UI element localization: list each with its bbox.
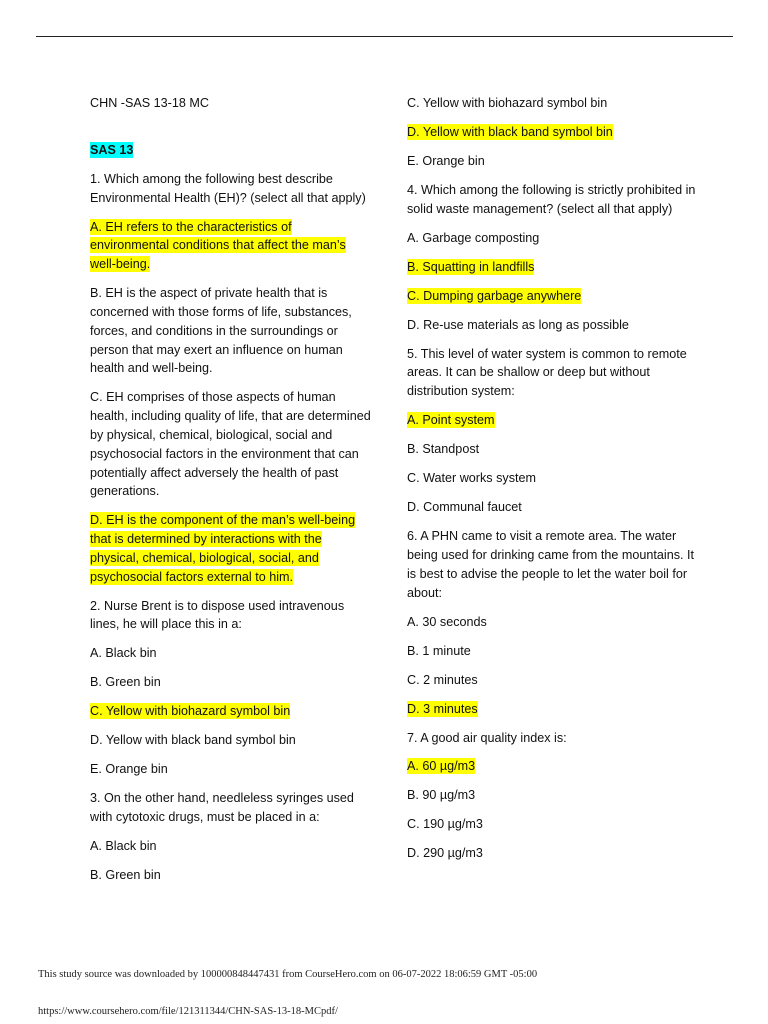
download-note: This study source was downloaded by 100000848447431 from CourseHero.com on 06-07-2022 18:06:59 GMT -05:00 <box>38 969 538 980</box>
option-5c: C. Water works system <box>407 471 536 486</box>
right-column <box>407 94 699 873</box>
answer-4b-highlighted <box>407 258 699 277</box>
option-3b: B. Green bin <box>90 868 161 883</box>
answer-2c-highlighted <box>90 702 372 721</box>
question-2: 2. Nurse Brent is to dispose used intravenous lines, he will place this in a: <box>90 598 345 632</box>
document-title: CHN -SAS 13-18 MC <box>90 96 209 110</box>
answer-1d-highlighted <box>90 511 372 586</box>
option-5b: B. Standpost <box>407 442 480 457</box>
option-2a: A. Black bin <box>90 646 157 661</box>
section-label <box>90 141 372 160</box>
option-4d: D. Re-use materials as long as possible <box>407 317 629 332</box>
question-7: 7. A good air quality index is: <box>407 730 567 745</box>
option-5d: D. Communal faucet <box>407 500 522 515</box>
answer-4c-highlighted <box>407 287 699 306</box>
option-7d: D. 290 µg/m3 <box>407 846 483 861</box>
answer-1a-text: A. EH refers to the characteristics of environmental conditions that affect the man’s well-being. <box>90 219 346 272</box>
option-3a: A. Black bin <box>90 839 157 854</box>
answer-5a-highlighted <box>407 411 699 430</box>
answer-6d-highlighted <box>407 700 699 719</box>
option-3c: C. Yellow with biohazard symbol bin <box>407 96 608 110</box>
option-2d: D. Yellow with black band symbol bin <box>90 733 296 748</box>
option-1c: C. EH comprises of those aspects of human health, including quality of life, that are determined by physical, chemical, biological, social and psychosocial factors in the environment that can potentially affect adversely the health of past generations. <box>90 390 371 499</box>
option-4a: A. Garbage composting <box>407 230 540 245</box>
option-2e: E. Orange bin <box>90 762 168 777</box>
answer-1a-highlighted <box>90 218 372 274</box>
option-6c: C. 2 minutes <box>407 672 478 687</box>
section-label-text: SAS 13 <box>90 142 134 157</box>
answer-4b-text: B. Squatting in landfills <box>407 259 535 274</box>
answer-1d-text: D. EH is the component of the man’s well-being that is determined by interactions with the physical, chemical, biological, social, and psychosocial factors external to him. <box>90 513 356 584</box>
question-1: 1. Which among the following best describe Environmental Health (EH)? (select all that apply) <box>90 171 366 205</box>
option-3e: E. Orange bin <box>407 153 485 168</box>
option-6a: A. 30 seconds <box>407 614 487 629</box>
left-column <box>90 94 372 895</box>
source-url-link[interactable]: https://www.coursehero.com/file/121311344/CHN-SAS-13-18-MCpdf/ <box>38 1006 338 1017</box>
answer-4c-text: C. Dumping garbage anywhere <box>407 288 582 303</box>
option-7b: B. 90 µg/m3 <box>407 788 476 803</box>
question-5: 5. This level of water system is common to remote areas. It can be shallow or deep but without distribution system: <box>407 346 687 399</box>
answer-7a-highlighted <box>407 757 699 776</box>
answer-2c-text: C. Yellow with biohazard symbol bin <box>90 704 291 719</box>
top-rule <box>36 36 733 37</box>
answer-3d-highlighted <box>407 123 699 142</box>
question-6: 6. A PHN came to visit a remote area. The water being used for drinking came from the mountains. It is best to advise the people to let the water boil for about: <box>407 529 695 600</box>
answer-5a-text: A. Point system <box>407 413 495 428</box>
answer-3d-text: D. Yellow with black band symbol bin <box>407 124 613 139</box>
option-6b: B. 1 minute <box>407 643 471 658</box>
question-3: 3. On the other hand, needleless syringes used with cytotoxic drugs, must be placed in a: <box>90 791 354 825</box>
question-4: 4. Which among the following is strictly prohibited in solid waste management? (select all that apply) <box>407 182 696 216</box>
answer-6d-text: D. 3 minutes <box>407 701 478 716</box>
option-2b: B. Green bin <box>90 675 161 690</box>
answer-7a-text: A. 60 µg/m3 <box>407 759 476 774</box>
option-1b: B. EH is the aspect of private health that is concerned with those forms of life, substances, forces, and conditions in the surroundings or person that may exert an influence on human health and well-being. <box>90 286 352 376</box>
option-7c: C. 190 µg/m3 <box>407 817 483 832</box>
